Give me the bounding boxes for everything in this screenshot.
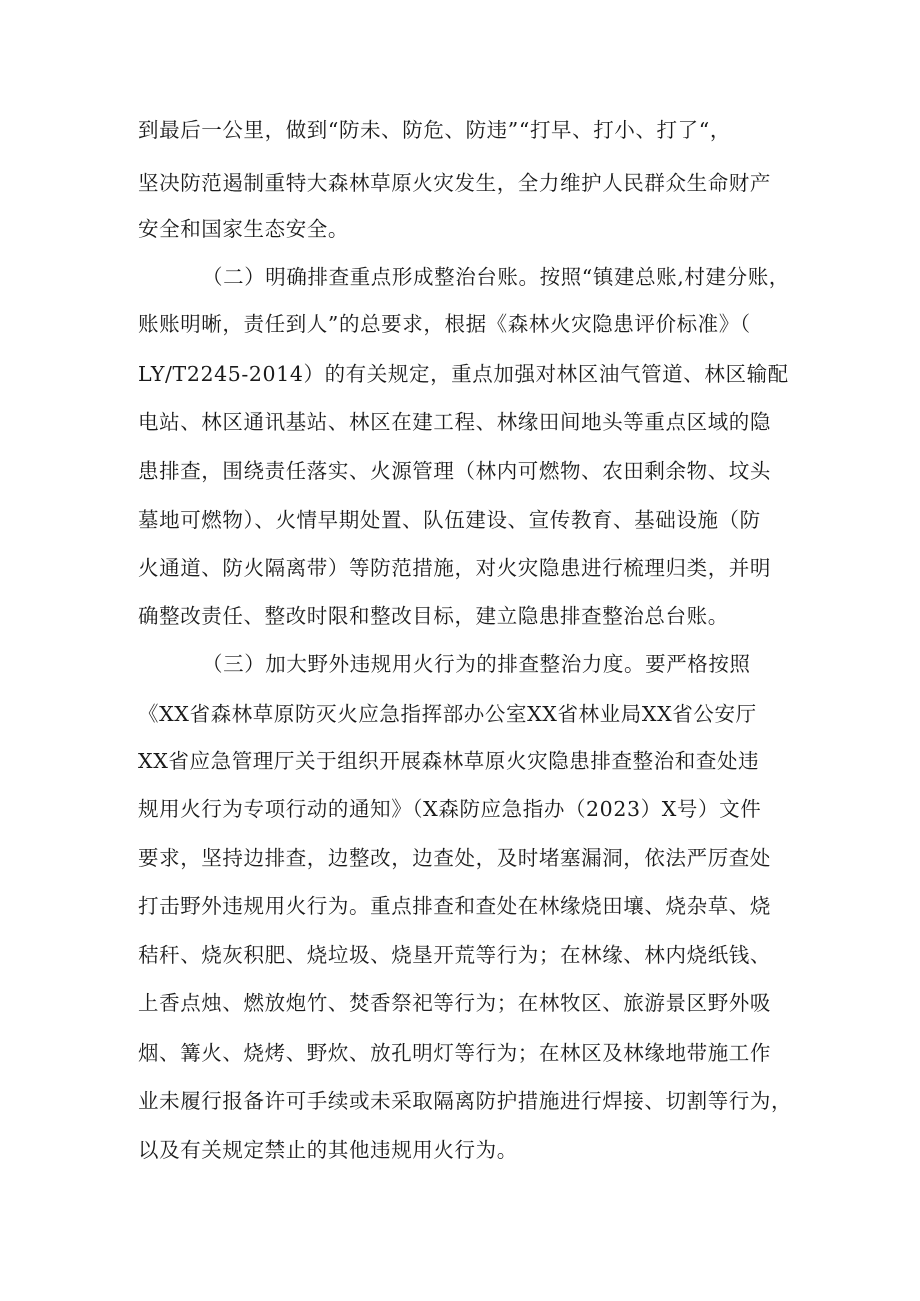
text-line: LY/T2245-2014）的有关规定，重点加强对林区油气管道、林区输配 [138, 362, 789, 386]
text-line: （三）加大野外违规用火行为的排查整治力度。要严格按照 [202, 652, 751, 676]
text-line: 安全和国家生态安全。 [138, 217, 349, 241]
text-line: 坚决防范遏制重特大森林草原火灾发生，全力维护人民群众生命财产 [138, 171, 771, 195]
text-line: （二）明确排查重点形成整治台账。按照“镇建总账,村建分账， [202, 265, 790, 289]
text-line: 规用火行为专项行动的通知》（X森防应急指办（2023）X号）文件 [138, 797, 762, 821]
text-line: 电站、林区通讯基站、林区在建工程、林缘田间地头等重点区域的隐 [138, 410, 771, 434]
text-line: 到最后一公里，做到“防未、防危、防违”“打早、打小、打了“， [138, 118, 731, 142]
text-line: 要求，坚持边排查，边整改，边查处，及时堵塞漏洞，依法严厉查处 [138, 846, 771, 870]
text-line: 上香点烛、燃放炮竹、焚香祭祀等行为；在林牧区、旅游景区野外吸 [138, 991, 771, 1015]
text-line: 火通道、防火隔离带）等防范措施，对火灾隐患进行梳理归类，并明 [138, 556, 771, 580]
text-line: 《XX省森林草原防灭火应急指挥部办公室XX省林业局XX省公安厅 [138, 702, 757, 726]
text-line: 墓地可燃物）、火情早期处置、队伍建设、宣传教育、基础设施（防 [138, 508, 761, 532]
text-line: 秸秆、烧灰积肥、烧垃圾、烧垦开荒等行为；在林缘、林内烧纸钱、 [138, 943, 771, 967]
text-line: 业未履行报备许可手续或未采取隔离防护措施进行焊接、切割等行为， [138, 1089, 793, 1113]
text-line: 患排查，围绕责任落实、火源管理（林内可燃物、农田剩余物、坟头 [138, 459, 771, 483]
text-line: 确整改责任、整改时限和整改目标，建立隐患排查整治总台账。 [138, 604, 729, 628]
text-line: 以及有关规定禁止的其他违规用火行为。 [138, 1138, 518, 1162]
text-line: 账账明晰，责任到人”的总要求，根据《森林火灾隐患评价标准》（ [138, 312, 751, 336]
text-line: XX省应急管理厅关于组织开展森林草原火灾隐患排查整治和查处违 [138, 749, 760, 773]
text-line: 打击野外违规用火行为。重点排查和查处在林缘烧田壤、烧杂草、烧 [138, 894, 771, 918]
text-line: 烟、篝火、烧烤、野炊、放孔明灯等行为；在林区及林缘地带施工作 [138, 1041, 771, 1065]
